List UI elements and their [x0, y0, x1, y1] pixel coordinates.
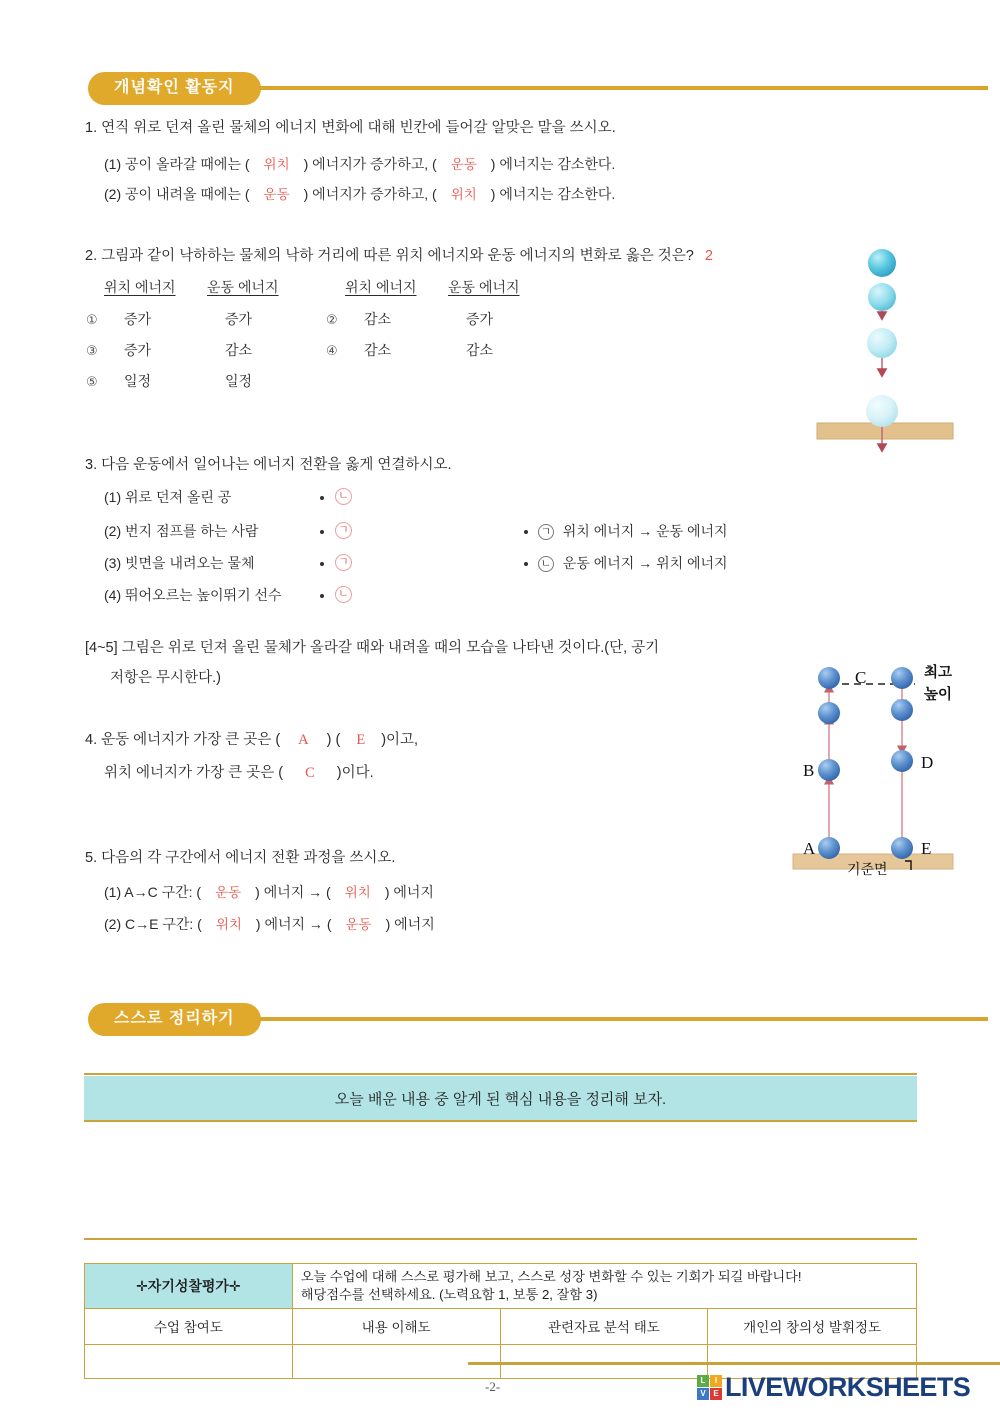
q3-left-4-label: (4) 뛰어오르는 높이뛰기 선수 — [104, 587, 282, 603]
match-dot-icon[interactable] — [320, 594, 324, 598]
q5-2-mid: ) 에너지 → ( — [255, 916, 332, 932]
assessment-desc-line-1: 오늘 수업에 대해 스스로 평가해 보고, 스스로 성장 변화할 수 있는 기회가 되길 바랍니다! — [300, 1269, 802, 1284]
q3-left-item-4 — [104, 585, 282, 606]
q3-left-item-2 — [104, 521, 258, 542]
liveworksheets-logo — [697, 1372, 970, 1403]
page-number: -2- — [485, 1379, 501, 1394]
label-max-height-2: 높이 — [924, 687, 953, 703]
q2-option-3-pe: 증가 — [124, 342, 152, 358]
assessment-title-cell: ✛자기성찰평가✛ — [85, 1264, 293, 1309]
ball-point-b — [818, 759, 840, 781]
logo-letter-i: I — [710, 1375, 722, 1387]
assessment-column-2: 내용 이해도 — [292, 1308, 500, 1344]
header-rule — [259, 86, 988, 90]
q1-2-answer-2[interactable]: 위치 — [450, 187, 477, 202]
q2-option-2-num[interactable]: ② — [326, 312, 338, 327]
q3-left-1-label: (1) 위로 던져 올린 공 — [104, 489, 232, 505]
concept-section-title: 개념확인 활동지 — [88, 72, 261, 105]
q5-2-label: (2) C→E 구간: ( — [104, 916, 202, 932]
q2-option-2-pe: 감소 — [364, 311, 392, 327]
q2-col-header-4: 운동 에너지 — [448, 279, 520, 295]
logo-wordmark: LIVEWORKSHEETS — [725, 1372, 971, 1402]
q2-option-5-num[interactable]: ⑤ — [86, 374, 98, 389]
question-2-prompt — [85, 246, 713, 268]
assessment-header-row — [85, 1264, 917, 1309]
q1-1-answer-1[interactable]: 위치 — [263, 157, 290, 172]
q2-prompt-text: 2. 그림과 같이 낙하하는 물체의 낙하 거리에 따른 위치 에너지와 운동 에너지의 변화로 옳은 것은? — [85, 248, 694, 264]
q1-2-tail: ) 에너지는 감소한다. — [490, 186, 616, 202]
q3-left-dot-2 — [320, 521, 324, 542]
ball-point-d — [891, 750, 913, 772]
ball-apex-right — [891, 667, 913, 689]
falling-ball-2 — [868, 283, 896, 311]
q3-left-answer-4[interactable] — [335, 583, 352, 604]
question-5-prompt: 5. 다음의 각 구간에서 에너지 전환 과정을 쓰시오. — [85, 850, 396, 866]
q5-1-answer-2[interactable]: 위치 — [344, 885, 371, 900]
match-dot-icon[interactable] — [524, 562, 528, 566]
projectile-motion-diagram — [785, 658, 970, 883]
summary-section-header — [88, 1003, 988, 1036]
question-3-prompt: 3. 다음 운동에서 일어나는 에너지 전환을 옳게 연결하시오. — [85, 457, 452, 473]
label-c: C — [855, 668, 867, 687]
summary-header-rule — [259, 1017, 988, 1021]
q3-left-2-label: (2) 번지 점프를 하는 사람 — [104, 523, 259, 539]
q3-left-answer-2[interactable] — [335, 519, 352, 540]
q2-option-1-num[interactable]: ① — [86, 312, 98, 327]
q2-option-5-ke: 일정 — [225, 373, 253, 389]
q5-2-answer-2[interactable]: 운동 — [345, 917, 372, 932]
q3-right-item-2 — [524, 553, 728, 574]
label-a: A — [803, 839, 816, 858]
q4-answer-2[interactable]: E — [356, 732, 366, 748]
summary-banner-text: 오늘 배운 내용 중 알게 된 핵심 내용을 정리해 보자. — [334, 1090, 667, 1108]
q1-1-mid: ) 에너지가 증가하고, ( — [303, 156, 437, 172]
q5-2-tail: ) 에너지 — [385, 916, 435, 932]
label-max-height-1: 최고 — [924, 665, 953, 681]
assessment-column-4: 개인의 창의성 발휘정도 — [708, 1308, 917, 1344]
logo-letter-v: V — [697, 1388, 709, 1400]
q3-left-dot-3 — [320, 553, 324, 574]
q4-line1-c: )이고, — [381, 732, 419, 748]
assessment-column-header-row — [85, 1308, 917, 1344]
assessment-desc-line-2: 해당점수를 선택하세요. (노력요함 1, 보통 2, 잘함 3) — [300, 1286, 598, 1302]
ball-point-c — [818, 667, 840, 689]
question-1-item-1 — [104, 154, 615, 175]
logo-letter-grid — [697, 1375, 722, 1400]
concept-section-header — [88, 72, 988, 105]
label-b: B — [803, 761, 815, 780]
q3-left-1-answer[interactable]: ㄴ — [335, 488, 352, 505]
summary-writing-area[interactable] — [84, 1122, 917, 1238]
q3-right-item-1 — [524, 521, 728, 542]
match-dot-icon[interactable] — [320, 496, 324, 500]
label-e: E — [921, 839, 932, 858]
footer-rule — [468, 1362, 1000, 1365]
ball-point-a — [818, 837, 840, 859]
q3-left-item-1 — [104, 487, 231, 508]
answer-space-bottom-rule — [84, 1238, 917, 1240]
q3-left-3-label: (3) 빗면을 내려오는 물체 — [104, 555, 255, 571]
falling-ball-1 — [868, 249, 896, 277]
question-4-line-2 — [104, 763, 374, 785]
q5-1-mid: ) 에너지 → ( — [255, 884, 331, 900]
q3-left-answer-1[interactable] — [335, 485, 352, 506]
falling-object-diagram — [810, 243, 960, 458]
q45-intro-line-2: 저항은 무시한다.) — [110, 670, 221, 686]
logo-letter-l: L — [697, 1375, 709, 1387]
q2-col-header-3: 위치 에너지 — [345, 279, 417, 295]
q3-left-dot-1 — [320, 487, 324, 508]
question-4-line-1 — [85, 730, 418, 752]
ball-descending-mid — [891, 699, 913, 721]
falling-ball-4 — [866, 395, 898, 427]
q45-intro-line-1: [4~5] 그림은 위로 던져 올린 물체가 올라갈 때와 내려올 때의 모습을 나타낸 것이다.(단, 공기 — [85, 640, 660, 656]
label-d: D — [921, 753, 934, 772]
summary-top-rule — [84, 1073, 917, 1075]
match-dot-icon[interactable] — [320, 562, 324, 566]
q1-2-label: (2) 공이 내려올 때에는 ( — [104, 186, 250, 202]
q5-1-label: (1) A→C 구간: ( — [104, 884, 202, 900]
assessment-description-cell — [292, 1264, 916, 1309]
match-dot-icon[interactable] — [524, 530, 528, 534]
q2-option-4-num[interactable]: ④ — [326, 343, 338, 358]
q2-answer[interactable]: 2 — [704, 248, 713, 264]
assessment-column-3: 관련자료 분석 태도 — [500, 1308, 708, 1344]
label-baseline: 기준면 — [847, 861, 888, 877]
q2-option-5-pe: 일정 — [124, 373, 152, 389]
q2-option-4-ke: 감소 — [466, 342, 494, 358]
q1-2-answer-1[interactable]: 운동 — [263, 187, 290, 202]
q4-line1-a: 4. 운동 에너지가 가장 큰 곳은 ( — [85, 732, 281, 748]
q1-1-answer-2[interactable]: 운동 — [450, 157, 477, 172]
q3-right-2-text: 운동 에너지 → 위치 에너지 — [562, 555, 728, 571]
q3-right-1-text: 위치 에너지 → 운동 에너지 — [562, 523, 728, 539]
falling-ball-3 — [867, 328, 897, 358]
q2-option-2-ke: 증가 — [466, 311, 494, 327]
q5-2-answer-1[interactable]: 위치 — [215, 917, 242, 932]
question-1-prompt: 1. 연직 위로 던져 올린 물체의 에너지 변화에 대해 빈칸에 들어갈 알맞은 말을 쓰시오. — [85, 120, 616, 136]
q3-left-4-answer[interactable]: ㄴ — [335, 586, 352, 603]
q2-option-3-ke: 감소 — [225, 342, 253, 358]
q3-left-3-answer[interactable]: ㄱ — [335, 554, 352, 571]
q3-left-answer-3[interactable] — [335, 551, 352, 572]
q1-1-label: (1) 공이 올라갈 때에는 ( — [104, 156, 250, 172]
logo-letter-e: E — [710, 1388, 722, 1400]
q3-left-item-3 — [104, 553, 255, 574]
question-5-item-2 — [104, 914, 435, 935]
question-1-item-2 — [104, 184, 615, 205]
ball-point-e — [891, 837, 913, 859]
summary-banner — [84, 1076, 917, 1120]
q1-2-mid: ) 에너지가 증가하고, ( — [303, 186, 437, 202]
q2-option-4-pe: 감소 — [364, 342, 392, 358]
assessment-column-1: 수업 참여도 — [85, 1308, 293, 1344]
q2-col-header-1: 위치 에너지 — [104, 279, 176, 295]
q3-left-dot-4 — [320, 585, 324, 606]
q1-1-tail: ) 에너지는 감소한다. — [490, 156, 616, 172]
summary-section-title: 스스로 정리하기 — [88, 1003, 261, 1036]
assessment-value-1[interactable] — [85, 1344, 293, 1378]
q4-line2-b: )이다. — [336, 765, 374, 781]
q3-left-2-answer[interactable]: ㄱ — [335, 522, 352, 539]
q4-line1-b: ) ( — [326, 732, 341, 748]
ball-ascending-mid — [818, 702, 840, 724]
q4-answer-1[interactable]: A — [298, 732, 309, 748]
q2-option-1-pe: 증가 — [124, 311, 152, 327]
q2-option-3-num[interactable]: ③ — [86, 343, 98, 358]
q2-option-1-ke: 증가 — [225, 311, 253, 327]
q4-answer-3[interactable]: C — [305, 765, 315, 781]
q4-line2-a: 위치 에너지가 가장 큰 곳은 ( — [104, 765, 284, 781]
question-5-item-1 — [104, 882, 434, 903]
q3-right-2-mark: ㄴ — [538, 556, 554, 572]
q3-right-1-mark: ㄱ — [538, 524, 554, 540]
q2-col-header-2: 운동 에너지 — [207, 279, 279, 295]
match-dot-icon[interactable] — [320, 530, 324, 534]
q5-1-tail: ) 에너지 — [384, 884, 434, 900]
q5-1-answer-1[interactable]: 운동 — [215, 885, 242, 900]
